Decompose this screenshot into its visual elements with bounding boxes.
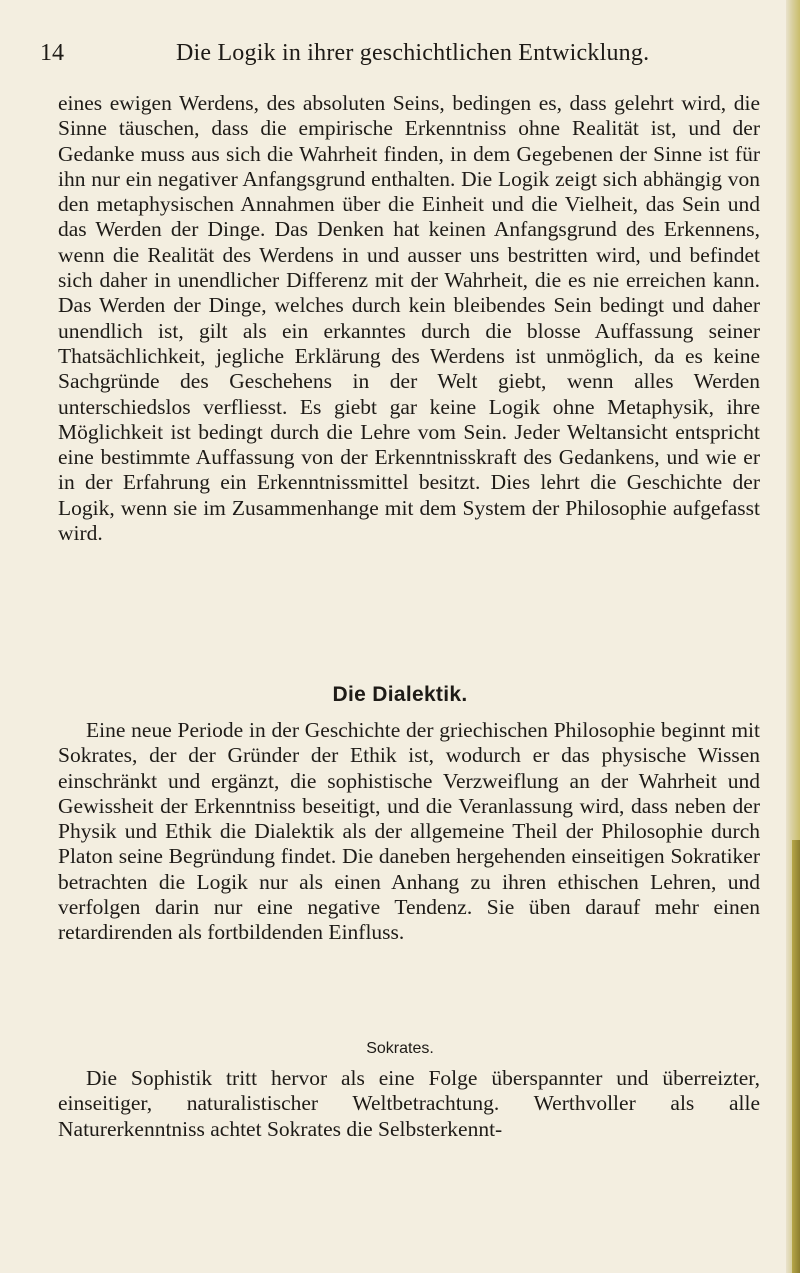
running-title: Die Logik in ihrer geschichtlichen Entwicklung. [176, 40, 650, 66]
paragraph-3: Die Sophistik tritt hervor als eine Folge überspannter und überreizter, einseitiger, naturalistischer Weltbetrachtung. Werthvoller als alle Naturerkenntniss achtet Sokrates die Selbsterkennt- [58, 1066, 760, 1141]
section-heading-dialektik: Die Dialektik. [332, 683, 468, 706]
running-head [40, 40, 760, 74]
subheading-sokrates: Sokrates. [366, 1040, 434, 1057]
paragraph-1: eines ewigen Werdens, des absoluten Seins, bedingen es, dass gelehrt wird, die Sinne täuschen, dass die empirische Erkenntniss ohne Realität ist, und der Gedanke muss aus sich die Wahrheit finden, in dem Gegebenen der Sinne ist für ihn nur ein negativer Anfangsgrund enthalten. Die Logik zeigt sich abhängig von den metaphysischen Annahmen über die Einheit und die Vielheit, das Sein und das Werden der Dinge. Das Denken hat keinen Anfangsgrund des Erkennens, wenn die Realität des Werdens in und ausser uns bestritten wird, und befindet sich daher in unendlicher Differenz mit der Wahrheit, die es nie erreichen kann. Das Werden der Dinge, welches durch kein bleibendes Sein bedingt und daher unendlich ist, gilt als ein erkanntes durch die blosse Auffassung seiner Thatsächlichkeit, jegliche Erklärung des Werdens ist unmöglich, da es keine Sachgründe des Geschehens in der Welt giebt, wenn alles Werden unterschiedslos verfliesst. Es giebt gar keine Logik ohne Metaphysik, ihre Möglichkeit ist bedingt durch die Lehre vom Sein. Jeder Weltansicht entspricht eine bestimmte Auffassung von der Erkenntnisskraft des Gedankens, und wie er in der Erfahrung ein Erkenntnissmittel besitzt. Dies lehrt die Geschichte der Logik, wenn sie im Zusammenhange mit dem System der Philosophie aufgefasst wird. [58, 91, 760, 546]
paragraph-2: Eine neue Periode in der Geschichte der griechischen Philosophie beginnt mit Sokrates, der der Gründer der Ethik ist, wodurch er das physische Wissen einschränkt und ergänzt, die sophistische Verzweiflung an der Wahrheit und Gewissheit der Erkenntniss beseitigt, und die Veranlassung wird, dass neben der Physik und Ethik die Dialektik als der allgemeine Theil der Philosophie durch Platon seine Begründung findet. Die daneben hergehenden einseitigen Sokratiker betrachten die Logik nur als einen Anhang zu ihren ethischen Lehren, und verfolgen darin nur eine negative Tendenz. Sie üben darauf mehr einen retardirenden als fortbildenden Einfluss. [58, 718, 760, 945]
page-number: 14 [40, 40, 64, 66]
